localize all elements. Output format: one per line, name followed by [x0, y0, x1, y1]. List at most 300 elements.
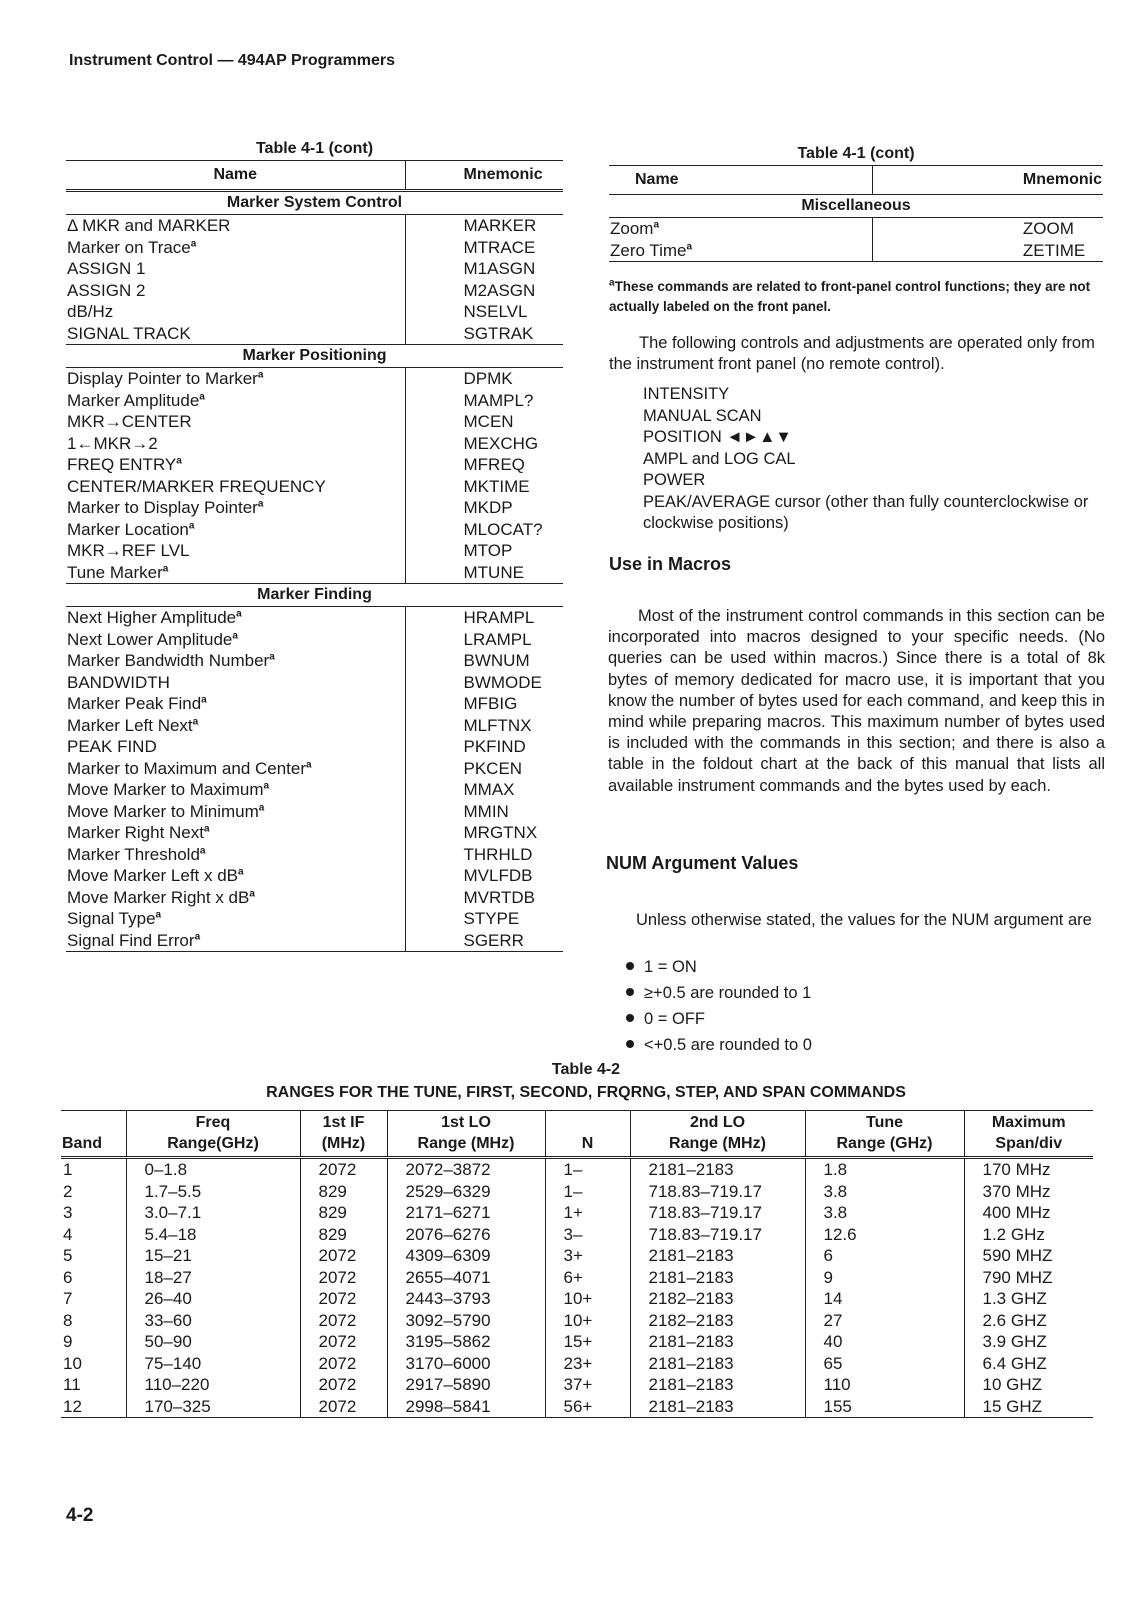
mnemonic-cell: SGERR [405, 930, 563, 952]
table-cell: 2072 [300, 1288, 387, 1310]
table-row [61, 1288, 1093, 1310]
table-cell: 2076–6276 [387, 1224, 545, 1246]
mnemonic-cell: PKFIND [463, 737, 526, 756]
table-cell: 4 [61, 1224, 126, 1246]
command-name-cell [66, 540, 405, 562]
table-cell: 590 MHZ [982, 1246, 1053, 1265]
table-cell: 2072 [300, 1331, 387, 1353]
command-name-cell [66, 368, 405, 390]
col-header-line1 [62, 1112, 126, 1133]
table-cell: 9 [61, 1331, 126, 1353]
table-cell: 2443–3793 [387, 1288, 545, 1310]
table-cell: 33–60 [126, 1310, 300, 1332]
front-panel-control-item: POSITION ◄►▲▼ [643, 428, 792, 446]
num-heading: NUM Argument Values [606, 853, 799, 873]
macros-paragraph: Most of the instrument control commands in this section can be incorporated into macros designed to your specific needs. (No queries can be used within macros.) Since there is a total of 8k bytes of memory dedicated for macro use, it is important that you know the number of bytes used for each command, and keep this in mind while preparing macros. This maximum number of bytes used is included with the commands in this section; and there is also a table in the foldout chart at the back of this manual that lists all available instrument commands and the bytes used by each. [608, 607, 1105, 795]
footnote-mark: a [201, 694, 207, 706]
bullet-icon [626, 962, 634, 970]
table-cell: 2181–2183 [630, 1245, 805, 1267]
table-row [66, 323, 563, 345]
section-row [66, 191, 563, 215]
table-cell: 2181–2183 [630, 1396, 805, 1418]
table-cell: 110 [805, 1374, 964, 1396]
table-cell: 15–21 [126, 1245, 300, 1267]
section-title: Marker Finding [66, 584, 563, 607]
col-header-name: Name [609, 166, 872, 195]
table-cell: 2072 [300, 1310, 387, 1332]
table-row [66, 822, 563, 844]
section-row [66, 345, 563, 368]
table-cell: 1.3 GHZ [982, 1289, 1047, 1308]
table-row [61, 1224, 1093, 1246]
table-cell: 170 MHz [982, 1160, 1051, 1179]
mnemonic-cell: LRAMPL [463, 629, 532, 649]
table-cell: 50–90 [126, 1331, 300, 1353]
table-row [66, 908, 563, 930]
table-cell: 3.8 [805, 1181, 964, 1203]
command-name: ASSIGN 1 [67, 259, 146, 278]
front-panel-control-item: INTENSITY [643, 385, 730, 403]
table-cell: 2182–2183 [630, 1288, 805, 1310]
footnote-mark: a [203, 823, 210, 835]
command-name: Marker Location [67, 519, 189, 539]
table-cell: 3.0–7.1 [126, 1202, 300, 1224]
table-row [61, 1181, 1093, 1203]
mnemonic-cell: HRAMPL [463, 608, 535, 627]
table-row [66, 411, 563, 433]
command-name-cell [66, 736, 405, 758]
command-name-cell [66, 301, 405, 323]
col-header-mnemonic: Mnemonic [405, 161, 563, 191]
command-name: Marker Amplitude [67, 390, 200, 410]
command-name-cell [66, 258, 405, 280]
col-header-line1: 1st LO [441, 1114, 491, 1131]
mnemonic-cell: PKCEN [463, 758, 523, 778]
table-row [61, 1374, 1093, 1396]
col-header-line1: 2nd LO [689, 1114, 746, 1131]
table-row [609, 218, 1103, 240]
table-row [66, 368, 563, 390]
table-cell: 1 [61, 1158, 126, 1181]
mnemonic-cell: MTRACE [463, 237, 536, 257]
command-name: ASSIGN 2 [67, 280, 146, 300]
command-name: PEAK FIND [67, 737, 157, 756]
command-name-cell [66, 476, 405, 498]
table-cell: 2181–2183 [630, 1331, 805, 1353]
command-name: Move Marker to Minimum [67, 801, 259, 821]
command-name: CENTER/MARKER FREQUENCY [67, 476, 326, 496]
command-name: Zoom [610, 219, 654, 238]
table-cell: 18–27 [126, 1267, 300, 1289]
table-cell: 10 GHZ [982, 1375, 1043, 1394]
num-value: ≥+0.5 are rounded to 1 [644, 984, 812, 1002]
table-row [66, 672, 563, 694]
command-name-cell [66, 844, 405, 866]
table-cell: 65 [805, 1353, 964, 1375]
col-header-line1: Maximum [991, 1114, 1066, 1131]
command-name-cell [66, 454, 405, 476]
table-row [66, 930, 563, 952]
page-number: 4-2 [66, 1505, 94, 1526]
table-row [66, 715, 563, 737]
footnote-mark: a [269, 651, 275, 663]
table-cell: 3.9 GHZ [982, 1332, 1047, 1351]
table-cell: 7 [61, 1288, 126, 1310]
command-name: Δ MKR and MARKER [67, 216, 231, 235]
command-name: FREQ ENTRY [67, 455, 177, 474]
mnemonic-cell: MMAX [463, 780, 515, 799]
table-row [66, 258, 563, 280]
table-row [66, 280, 563, 302]
command-name: Marker Bandwidth Number [67, 651, 270, 670]
command-name-cell [66, 562, 405, 584]
mnemonic-cell: STYPE [463, 909, 520, 928]
table-cell: 8 [61, 1310, 126, 1332]
table-cell: 2917–5890 [387, 1374, 545, 1396]
table-cell: 2181–2183 [630, 1267, 805, 1289]
command-name: 1←MKR→2 [67, 433, 158, 453]
mnemonic-cell: NSELVL [463, 302, 528, 321]
command-name-cell [66, 433, 405, 455]
table-row [61, 1267, 1093, 1289]
footnote-mark: a [190, 237, 197, 249]
table-cell: 2.6 GHZ [982, 1310, 1047, 1330]
table-row [66, 887, 563, 909]
col-header [126, 1111, 300, 1158]
col-header-line2: (MHz) [321, 1135, 366, 1152]
command-name-cell [66, 280, 405, 302]
footnote-mark: a [199, 844, 206, 856]
section-title: Miscellaneous [609, 195, 1103, 218]
command-name: Move Marker Right x dB [67, 887, 250, 907]
command-name: dB/Hz [67, 302, 114, 321]
col-header [630, 1111, 805, 1158]
mnemonic-cell: THRHLD [463, 844, 533, 864]
table-cell: 829 [300, 1181, 387, 1203]
footnote-mark: a [176, 455, 182, 467]
mnemonic-cell: MRGTNX [463, 823, 538, 842]
table-row [66, 497, 563, 519]
num-values-list [626, 954, 812, 1058]
table-title: RANGES FOR THE TUNE, FIRST, SECOND, FRQRNG, STEP, AND SPAN COMMANDS [266, 1084, 906, 1101]
table-4-1-right [609, 143, 1103, 262]
macros-heading: Use in Macros [609, 554, 732, 574]
table-cell: 2529–6329 [387, 1181, 545, 1203]
table-cell: 2 [61, 1181, 126, 1203]
table-cell: 1.8 [805, 1158, 964, 1181]
table-row [61, 1202, 1093, 1224]
command-name-cell [66, 715, 405, 737]
command-name: Marker to Maximum and Center [67, 758, 307, 778]
table-row [66, 540, 563, 562]
command-name: Marker Right Next [67, 823, 204, 842]
mnemonic-cell: MARKER [463, 216, 537, 235]
table-cell: 2171–6271 [387, 1202, 545, 1224]
section-title: Marker System Control [66, 191, 563, 215]
table-cell: 6.4 GHZ [982, 1353, 1047, 1373]
mnemonic-cell: MEXCHG [463, 433, 539, 453]
footnote-mark: a [155, 909, 162, 921]
table-cell: 40 [805, 1331, 964, 1353]
table-body [609, 218, 1103, 262]
table-cell: 4309–6309 [387, 1245, 545, 1267]
table-caption: Table 4-1 (cont) [255, 140, 374, 157]
table-cell: 718.83–719.17 [630, 1224, 805, 1246]
command-name: MKR→CENTER [67, 412, 192, 431]
mnemonic-cell: MTOP [463, 541, 513, 560]
bullet-icon [626, 988, 634, 996]
table-cell: 2072 [300, 1158, 387, 1181]
command-name: Next Lower Amplitude [67, 629, 233, 649]
table-cell: 6 [61, 1267, 126, 1289]
mnemonic-cell: SGTRAK [463, 323, 534, 343]
col-header-line2: N [581, 1135, 594, 1152]
footnote-mark: a [258, 801, 265, 813]
mnemonic-cell: MFREQ [463, 455, 525, 474]
table-cell: 1.7–5.5 [126, 1181, 300, 1203]
table-cell: 718.83–719.17 [630, 1202, 805, 1224]
table-footnote [609, 277, 1105, 317]
mnemonic-cell: MAMPL? [463, 390, 534, 410]
table-cell: 718.83–719.17 [630, 1181, 805, 1203]
table-cell: 1+ [545, 1202, 630, 1224]
footnote-mark: a [257, 369, 264, 381]
command-name-cell [609, 240, 872, 262]
table-4-1-left [66, 138, 563, 952]
front-panel-intro: The following controls and adjustments are operated only from the instrument front panel (no remote control). [609, 334, 1095, 373]
footnote-mark: a [249, 887, 255, 899]
front-panel-control-item: POWER [643, 471, 706, 489]
table-cell: 2182–2183 [630, 1310, 805, 1332]
front-panel-control-item: AMPL and LOG CAL [643, 449, 796, 468]
command-name-cell [66, 323, 405, 345]
command-name: Marker on Trace [67, 237, 191, 257]
command-name-cell [66, 497, 405, 519]
command-name-cell [66, 672, 405, 694]
command-name: Next Higher Amplitude [67, 608, 237, 627]
command-name: MKR→REF LVL [67, 541, 190, 560]
footnote-mark: a [192, 715, 199, 727]
table-row [66, 519, 563, 541]
col-header [387, 1111, 545, 1158]
col-header-line2: Span/div [995, 1135, 1063, 1152]
table-cell: 2181–2183 [630, 1353, 805, 1375]
mnemonic-cell: ZOOM [1022, 219, 1074, 238]
table-row [66, 237, 563, 259]
footnote-mark: a [199, 390, 205, 402]
table-4-2-caption [60, 1058, 1112, 1104]
table-row [66, 629, 563, 651]
list-item [626, 954, 812, 980]
col-header-line2: Range (MHz) [669, 1135, 766, 1152]
table-row [61, 1331, 1093, 1353]
footnote-mark: a [236, 608, 242, 620]
table-cell: 3195–5862 [387, 1331, 545, 1353]
footnote-mark: a [257, 498, 264, 510]
command-name-cell [66, 607, 405, 629]
table-cell: 0–1.8 [126, 1158, 300, 1181]
command-name-cell [66, 822, 405, 844]
command-name: Marker Threshold [67, 844, 200, 864]
mnemonic-cell: MFBIG [463, 694, 518, 713]
front-panel-control-list [643, 384, 1113, 535]
table-cell: 15+ [545, 1331, 630, 1353]
command-name-cell [66, 758, 405, 780]
command-name: Tune Marker [67, 562, 163, 582]
command-name-cell [66, 390, 405, 412]
col-header [805, 1111, 964, 1158]
table-cell: 1– [545, 1181, 630, 1203]
footnote-mark: a [306, 758, 312, 770]
front-panel-control-item: MANUAL SCAN [643, 406, 762, 425]
table-cell: 2072 [300, 1245, 387, 1267]
mnemonic-cell: M1ASGN [463, 259, 536, 278]
table-cell: 14 [805, 1288, 964, 1310]
col-header-name: Name [66, 161, 405, 191]
command-name: Marker Peak Find [67, 694, 202, 713]
table-cell: 15 GHZ [964, 1396, 1093, 1418]
table-row [66, 865, 563, 887]
mnemonic-cell: MCEN [463, 412, 514, 431]
table-caption: Table 4-1 (cont) [797, 145, 915, 162]
col-header-line2: Band [62, 1135, 102, 1152]
mnemonic-cell: MLFTNX [463, 715, 532, 735]
table-row [61, 1158, 1093, 1181]
table-row [61, 1353, 1093, 1375]
footnote-mark: a [162, 562, 169, 574]
table-cell: 155 [805, 1396, 964, 1418]
table-row [66, 844, 563, 866]
mnemonic-cell: BWNUM [463, 651, 530, 670]
command-name-cell [609, 218, 872, 240]
table-cell: 1– [545, 1158, 630, 1181]
command-name-cell [66, 779, 405, 801]
table-cell: 2072 [300, 1353, 387, 1375]
running-header: Instrument Control — 494AP Programmers [69, 52, 396, 69]
mnemonic-cell: MKTIME [463, 476, 530, 496]
command-name: Signal Find Error [67, 930, 195, 950]
table-row [61, 1310, 1093, 1332]
col-header-line2: Range (MHz) [417, 1135, 515, 1152]
table-cell: 11 [61, 1374, 126, 1396]
command-name: SIGNAL TRACK [67, 323, 191, 343]
table-cell: 2181–2183 [630, 1158, 805, 1181]
command-name: Marker to Display Pointer [67, 498, 258, 517]
mnemonic-cell: MMIN [463, 801, 509, 821]
command-name-cell [66, 519, 405, 541]
col-header-line1: 1st IF [322, 1114, 365, 1131]
bullet-icon [626, 1040, 634, 1048]
mnemonic-cell: M2ASGN [463, 280, 536, 300]
footnote-mark: a [263, 780, 270, 792]
command-name: Move Marker Left x dB [67, 866, 239, 885]
table-row [66, 562, 563, 584]
table-row [66, 693, 563, 715]
table-cell: 2072 [300, 1396, 387, 1418]
table-row [66, 390, 563, 412]
table-cell: 110–220 [126, 1374, 300, 1396]
mnemonic-cell: MLOCAT? [463, 519, 543, 539]
command-name: Zero Time [610, 240, 687, 260]
footnote-text: These commands are related to front-panel control functions; they are not actually labeled on the front panel. [609, 279, 1091, 314]
table-row [66, 779, 563, 801]
table-cell: 6+ [545, 1267, 630, 1289]
num-value: 0 = OFF [644, 1010, 705, 1028]
footnote-mark: a [238, 866, 244, 878]
table-cell: 170–325 [126, 1396, 300, 1418]
mnemonic-cell: MVLFDB [463, 866, 533, 885]
col-header [964, 1111, 1093, 1158]
table-cell: 6 [805, 1245, 964, 1267]
table-cell: 3 [61, 1202, 126, 1224]
table-4-2 [61, 1110, 1093, 1418]
num-paragraph: Unless otherwise stated, the values for the NUM argument are [636, 911, 1092, 929]
table-row [61, 1245, 1093, 1267]
command-name-cell [66, 411, 405, 433]
command-name: Display Pointer to Marker [67, 369, 258, 388]
list-item [626, 1032, 812, 1058]
bullet-icon [626, 1014, 634, 1022]
mnemonic-cell: MKDP [463, 498, 513, 517]
table-cell: 2655–4071 [387, 1267, 545, 1289]
table-number: Table 4-2 [551, 1061, 621, 1078]
col-header [545, 1111, 630, 1158]
table-cell: 37+ [545, 1374, 630, 1396]
num-value: 1 = ON [644, 958, 697, 976]
front-panel-control-item: PEAK/AVERAGE cursor (other than fully counterclockwise or clockwise positions) [643, 492, 1089, 532]
command-name-cell [66, 801, 405, 823]
list-item [626, 1006, 812, 1032]
table-row [66, 301, 563, 323]
table-cell: 2181–2183 [630, 1374, 805, 1396]
table-row [609, 240, 1103, 262]
table-cell: 5.4–18 [126, 1224, 300, 1246]
table-cell: 75–140 [126, 1353, 300, 1375]
footnote-mark: a [188, 519, 195, 531]
table-cell: 1.2 GHz [982, 1224, 1045, 1244]
command-name-cell [66, 930, 405, 952]
command-name-cell [66, 237, 405, 259]
col-header-mnemonic: Mnemonic [872, 166, 1103, 195]
col-header-line2: Range (GHz) [836, 1135, 933, 1152]
table-cell: 10+ [545, 1310, 630, 1332]
command-name-cell [66, 693, 405, 715]
table-row [66, 454, 563, 476]
table-cell: 12 [61, 1396, 126, 1418]
command-name-cell [66, 865, 405, 887]
mnemonic-cell: ZETIME [872, 240, 1103, 262]
table-cell: 3+ [545, 1245, 630, 1267]
mnemonic-cell: BWMODE [463, 672, 542, 692]
table-row [66, 607, 563, 629]
table-cell: 9 [805, 1267, 964, 1289]
command-name-cell [66, 215, 405, 237]
footnote-mark: a [232, 629, 238, 641]
command-name: Move Marker to Maximum [67, 780, 264, 799]
table-cell: 2072 [300, 1267, 387, 1289]
table-cell: 3– [545, 1224, 630, 1246]
table-cell: 3092–5790 [387, 1310, 545, 1332]
table-cell: 400 MHz [982, 1203, 1051, 1222]
table-cell: 27 [805, 1310, 964, 1332]
col-header-line1: Freq [195, 1114, 231, 1131]
col-header [61, 1111, 126, 1158]
col-header-line1: Tune [865, 1114, 904, 1131]
command-name-cell [66, 887, 405, 909]
table-cell: 3170–6000 [387, 1353, 545, 1375]
command-name-cell [66, 650, 405, 672]
mnemonic-cell: DPMK [463, 369, 513, 388]
